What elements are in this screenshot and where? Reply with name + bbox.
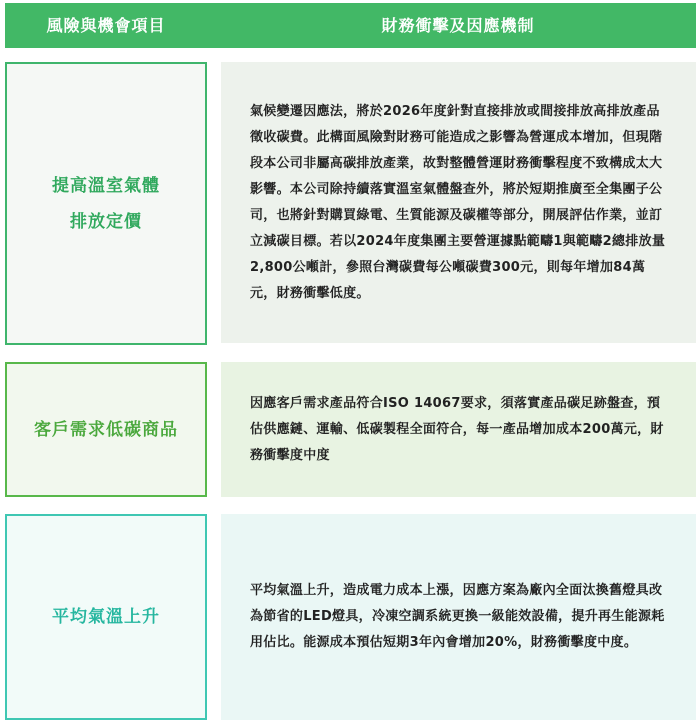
row-label-line: 排放定價 [70,211,142,232]
row-label-carbon-pricing [5,62,207,345]
row-label-line: 提高溫室氣體 [52,175,160,196]
row-body-temperature-rise [221,514,696,720]
row-label-line: 客戶需求低碳商品 [34,419,178,440]
row-body-low-carbon-demand [221,362,696,497]
table-header [5,3,696,48]
row-label-line: 平均氣溫上升 [52,607,160,627]
header-financial-impact: 財務衝擊及因應機制 [381,16,535,35]
header-risk-opportunity: 風險與機會項目 [46,16,166,35]
row-body-carbon-pricing [221,62,696,343]
row-label-low-carbon-demand [5,362,207,497]
row-body-text: 平均氣溫上升，造成電力成本上漲，因應方案為廠內全面汰換舊燈具改為節省的LED燈具，冷凍空調系統更換一級能效設備，提升再生能源耗用佔比。能源成本預估短期3年內會增加20%，財務衝擊度中度。 [250,583,665,650]
row-body-text: 因應客戶需求產品符合ISO 14067要求，須落實產品碳足跡盤查，預估供應鏈、運輸、低碳製程全面符合，每一產品增加成本200萬元，財務衝擊度中度 [250,395,664,463]
row-body-text: 氣候變遷因應法，將於2026年度針對直接排放或間接排放高排放產品徵收碳費。此構面風險對財務可能造成之影響為營運成本增加，但現階段本公司非屬高碳排放產業，故對整體營運財務衝擊程度不致構成太大影響。本公司除持續落實溫室氣體盤查外，將於短期推廣至全集團子公司，也將針對購買綠電、生質能源及碳權等部分，開展評估作業，並訂立減碳目標。若以2024年度集團主要營運據點範疇1與範疇2總排放量2,800公噸計，參照台灣碳費每公噸碳費300元，則每年增加84萬元，財務衝擊低度。 [250,103,666,301]
row-label-temperature-rise [5,514,207,720]
